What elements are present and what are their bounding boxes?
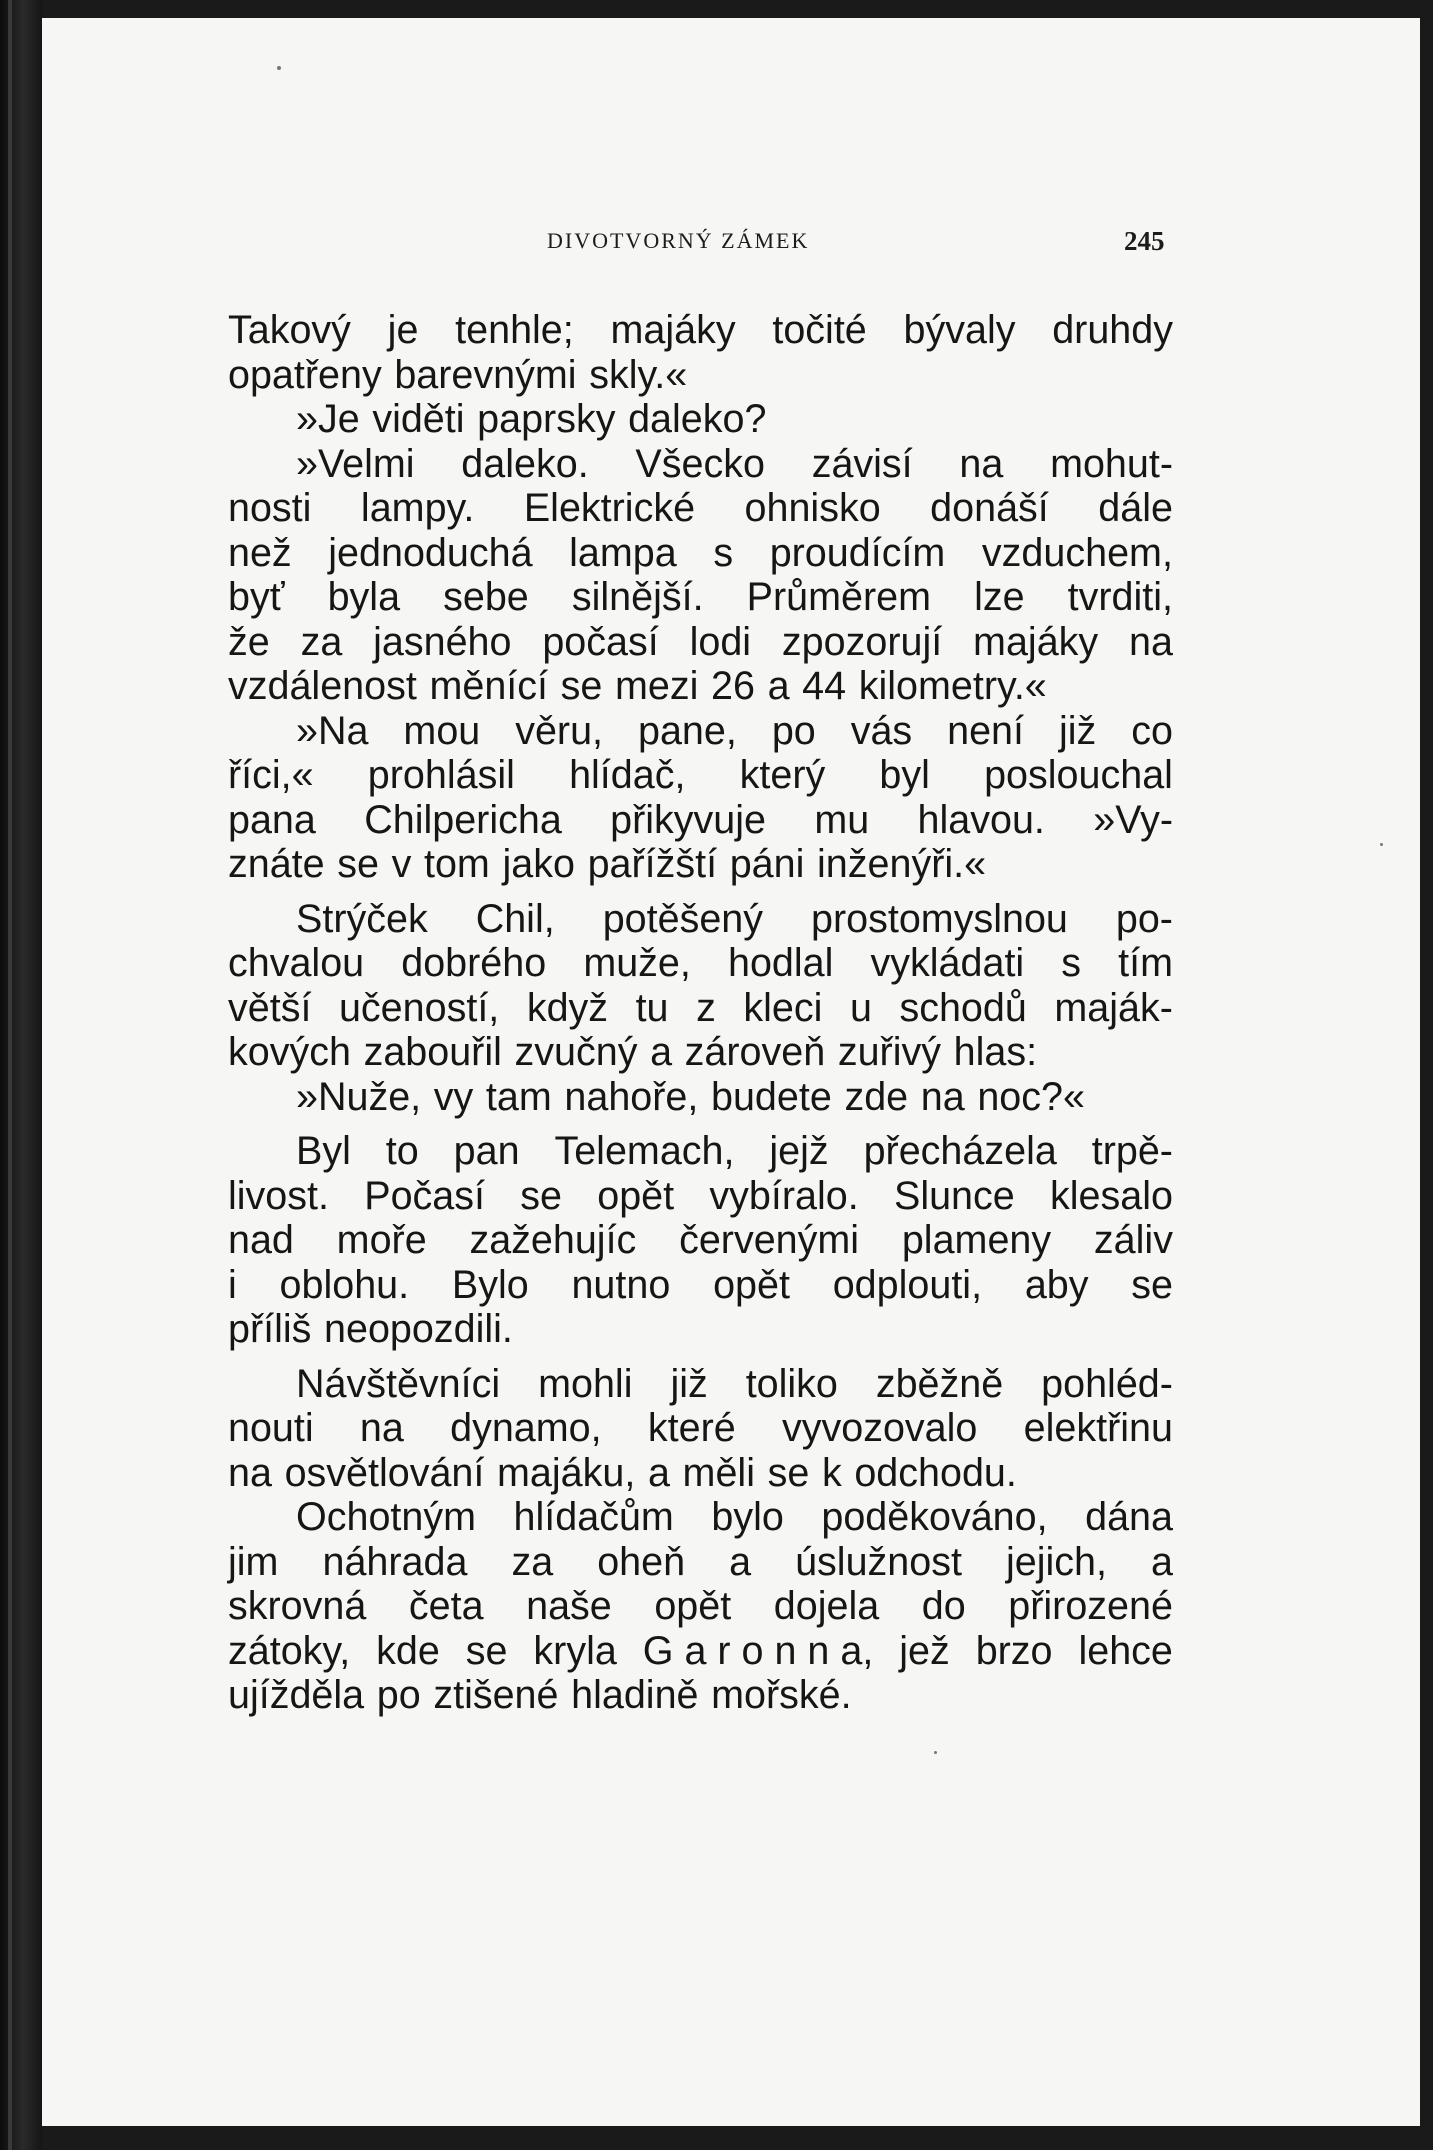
word: lampa: [569, 530, 677, 575]
word: dále: [1098, 486, 1173, 530]
word: proudícím: [769, 530, 946, 575]
word: hlídač,: [569, 753, 686, 797]
word: muže,: [583, 941, 691, 985]
word: Slunce: [893, 1173, 1015, 1218]
word: ujížděla: [228, 1673, 365, 1717]
word: donáší: [930, 486, 1049, 530]
word: počasí: [542, 619, 659, 664]
word: Telemach,: [554, 1129, 735, 1173]
word: na: [359, 1406, 404, 1450]
word: na: [1129, 619, 1173, 664]
word: a: [767, 664, 790, 708]
word: maják-: [1054, 985, 1173, 1030]
paragraph: [228, 1075, 1173, 1120]
word: poděkováno,: [821, 1495, 1048, 1539]
text-line: [228, 1451, 1173, 1496]
word: Všecko: [635, 441, 765, 486]
word: se: [337, 842, 379, 886]
word: a: [650, 1030, 673, 1074]
word: lehce: [1078, 1628, 1173, 1673]
word: »Velmi: [296, 441, 415, 486]
word: vzdálenost: [228, 664, 417, 708]
word: oheň: [597, 1539, 686, 1584]
word: odchodu.: [854, 1450, 1017, 1495]
word: znáte: [228, 842, 325, 886]
word: inženýři.«: [817, 842, 987, 886]
word: četa: [408, 1584, 484, 1628]
word: co: [1131, 708, 1173, 753]
page-number: 245: [1124, 226, 1165, 256]
word: než: [228, 530, 292, 575]
word: opět: [713, 1262, 790, 1307]
word: zde: [844, 1074, 909, 1119]
word: jim: [228, 1539, 279, 1584]
word: vás: [850, 708, 913, 753]
word: jasného: [373, 619, 512, 664]
word: dojela: [773, 1584, 880, 1628]
word: učeností,: [338, 985, 500, 1030]
word: paprsky: [477, 397, 616, 441]
word: měli: [682, 1450, 755, 1495]
word: klesalo: [1050, 1173, 1173, 1218]
word: nutno: [571, 1262, 671, 1307]
word: který: [739, 753, 826, 797]
word: a: [647, 1450, 670, 1495]
word: s: [1061, 941, 1082, 985]
word: hlídačům: [513, 1495, 674, 1539]
text-line: [228, 897, 1173, 942]
paragraph-spacing: [228, 887, 1173, 897]
word: opět: [597, 1173, 675, 1218]
word: po: [376, 1673, 421, 1717]
word: pařížští: [587, 842, 718, 886]
word: jejich,: [1005, 1539, 1107, 1584]
word: říci,«: [228, 753, 314, 797]
text-line: [228, 1673, 1173, 1718]
text-line: [228, 1540, 1173, 1585]
word: Elektrické: [523, 486, 696, 530]
word: na: [959, 441, 1004, 486]
word: tom: [423, 842, 490, 886]
body-text: [228, 308, 1173, 1718]
word: zuřivý: [837, 1030, 941, 1074]
word: byl: [879, 753, 930, 797]
word: byť: [228, 575, 285, 619]
word: elektřinu: [1023, 1406, 1173, 1450]
word: věru,: [515, 708, 604, 753]
text-line: [228, 397, 1173, 442]
word: 26: [711, 664, 755, 708]
word: za: [511, 1539, 554, 1584]
word: vykládati: [870, 941, 1025, 985]
word: jako: [502, 842, 575, 886]
word: u: [849, 985, 872, 1030]
text-line: [228, 1263, 1173, 1308]
gutter-line: [8, 0, 12, 2150]
word: livost.: [228, 1173, 329, 1218]
word: příliš: [228, 1307, 312, 1351]
word: moře: [336, 1218, 427, 1262]
word: ohnisko: [744, 486, 881, 530]
word: když: [526, 985, 609, 1030]
word: kleci: [743, 985, 823, 1030]
word: Takový: [228, 308, 351, 352]
text-line: [228, 1030, 1173, 1075]
word: s: [713, 530, 734, 575]
word: již: [670, 1361, 708, 1406]
word: Strýček: [296, 896, 428, 941]
word: daleko.: [461, 441, 589, 486]
word: opatřeny: [228, 352, 382, 397]
word: tím: [1118, 941, 1173, 985]
word: úslužnost: [795, 1539, 962, 1584]
paragraph: [228, 1362, 1173, 1496]
word: ztišené: [433, 1673, 559, 1717]
word: nad: [228, 1218, 294, 1262]
text-line: [228, 664, 1173, 709]
text-line: [228, 442, 1173, 487]
word: brzo: [975, 1628, 1053, 1673]
word: se: [560, 664, 603, 708]
text-line: [228, 531, 1173, 576]
paragraph: [228, 709, 1173, 887]
word: hlavou.: [917, 797, 1045, 842]
word: tam: [485, 1074, 552, 1119]
word: majáku,: [497, 1450, 636, 1495]
word: zběžně: [875, 1361, 1004, 1406]
word: zátoky,: [228, 1628, 351, 1673]
word: Návštěvníci: [296, 1361, 501, 1406]
dust-speck: [934, 1751, 937, 1754]
text-line: [228, 308, 1173, 353]
word: kryla: [533, 1628, 617, 1673]
word: mohut-: [1050, 441, 1173, 486]
word: trpě-: [1091, 1129, 1173, 1173]
word: se: [465, 1628, 508, 1673]
word: prohlásil: [367, 753, 515, 797]
word: budete: [710, 1074, 832, 1119]
word: tu: [635, 985, 669, 1030]
text-line: [228, 709, 1173, 754]
word: 44: [802, 664, 847, 708]
word: tenhle;: [455, 308, 574, 352]
word: páni: [729, 842, 805, 886]
word: na: [920, 1074, 965, 1119]
paragraph: [228, 897, 1173, 1075]
word: kde: [376, 1628, 440, 1673]
word: potěšený: [602, 896, 764, 941]
word: točité: [772, 308, 867, 352]
word: pane,: [638, 708, 737, 753]
word: lampy.: [360, 486, 475, 530]
word: »Vy-: [1093, 797, 1173, 842]
word: je: [387, 308, 419, 352]
word: pohléd-: [1041, 1361, 1173, 1406]
word: přirozené: [1008, 1584, 1173, 1628]
word: jež: [899, 1628, 950, 1673]
word: zvučný: [514, 1030, 638, 1074]
word: nosti: [228, 486, 312, 530]
word: není: [947, 708, 1025, 753]
word: do: [921, 1584, 966, 1628]
paragraph: [228, 308, 1173, 397]
word: se: [520, 1173, 562, 1218]
word: Počasí: [364, 1173, 485, 1218]
word: naše: [526, 1584, 612, 1628]
word: mou: [403, 708, 481, 753]
word: vyvozovalo: [782, 1406, 978, 1450]
dust-speck: [1380, 843, 1383, 846]
word: větší: [228, 985, 312, 1030]
word: nahoře,: [564, 1074, 699, 1119]
word: chvalou: [228, 941, 365, 985]
word: druhdy: [1052, 308, 1173, 352]
paragraph: [228, 1129, 1173, 1352]
word: skrovná: [228, 1584, 367, 1628]
word: oblohu.: [279, 1262, 410, 1307]
word: jednoduchá: [328, 530, 533, 575]
text-line: [228, 353, 1173, 398]
word: již: [1058, 708, 1097, 753]
word: bývaly: [903, 308, 1016, 352]
word: k: [821, 1450, 842, 1495]
word: viděti: [372, 397, 465, 441]
word: aby: [1024, 1262, 1089, 1307]
text-line: [228, 1307, 1173, 1352]
word: měnící: [429, 664, 549, 708]
word: přecházela: [863, 1129, 1057, 1173]
word: prostomyslnou: [811, 896, 1068, 941]
word: zpozorují: [781, 619, 943, 664]
text-line: [228, 941, 1173, 986]
word: závisí: [811, 441, 913, 486]
text-line: [228, 1174, 1173, 1219]
word: lze: [974, 575, 1025, 619]
paragraph: [228, 442, 1173, 709]
dust-speck: [277, 66, 281, 70]
word: lodi: [689, 619, 752, 664]
word: i: [228, 1262, 237, 1307]
word: za: [300, 619, 343, 664]
word: zároveň: [684, 1030, 826, 1074]
word: majáky: [973, 619, 1099, 664]
word: kových: [228, 1030, 351, 1074]
word: že: [228, 619, 270, 664]
word: dána: [1085, 1495, 1173, 1539]
word: hlas:: [953, 1030, 1038, 1074]
text-line: [228, 1129, 1173, 1174]
word: majáky: [610, 308, 736, 352]
text-line: [228, 486, 1173, 531]
word: Chilpericha: [364, 797, 562, 842]
word: silnější.: [571, 575, 704, 619]
word: tvrditi,: [1067, 575, 1173, 619]
word: jejž: [769, 1129, 829, 1173]
word: plameny: [901, 1218, 1052, 1262]
word: vybíralo.: [709, 1173, 859, 1218]
word: zabouřil: [363, 1030, 502, 1074]
word: záliv: [1093, 1218, 1173, 1262]
paragraph-spacing: [228, 1352, 1173, 1362]
word: pana: [228, 797, 316, 842]
word: schodů: [899, 985, 1027, 1030]
word: skly.«: [589, 352, 688, 397]
paragraph: [228, 397, 1173, 442]
word: z: [696, 985, 716, 1030]
word: po-: [1115, 896, 1173, 941]
text-line: [228, 1362, 1173, 1407]
word: Chil,: [475, 896, 555, 941]
word: to: [385, 1129, 419, 1173]
word: »Nuže,: [296, 1074, 422, 1119]
word: v: [391, 842, 412, 886]
word: kilometry.«: [858, 664, 1047, 708]
text-line: [228, 1218, 1173, 1263]
running-title: DIVOTVORNÝ ZÁMEK: [547, 228, 810, 253]
word: G a r o n n a,: [642, 1628, 874, 1673]
word: se: [1131, 1262, 1173, 1307]
word: vy: [433, 1074, 474, 1119]
text-line: [228, 1495, 1173, 1540]
word: mezi: [614, 664, 699, 708]
word: nouti: [228, 1406, 314, 1450]
word: poslouchal: [984, 753, 1173, 797]
text-line: [228, 1075, 1173, 1120]
text-line: [228, 620, 1173, 665]
word: dobrého: [401, 941, 547, 985]
word: odplouti,: [832, 1262, 983, 1307]
word: Průměrem: [746, 575, 931, 619]
word: toliko: [745, 1361, 838, 1406]
word: které: [647, 1406, 736, 1450]
word: »Je: [296, 397, 360, 441]
binding-edge: [0, 0, 42, 2150]
text-line: [228, 575, 1173, 620]
word: sebe: [443, 575, 529, 619]
text-line: [228, 753, 1173, 798]
word: opět: [654, 1584, 732, 1628]
word: Ochotným: [296, 1495, 477, 1539]
word: Bylo: [451, 1262, 529, 1307]
paragraph: [228, 1495, 1173, 1718]
word: mohli: [538, 1361, 633, 1406]
text-line: [228, 1584, 1173, 1629]
word: hladině: [571, 1673, 699, 1717]
word: byla: [327, 575, 401, 619]
word: daleko?: [628, 397, 767, 441]
word: vzduchem,: [981, 530, 1173, 575]
word: barevnými: [394, 352, 577, 397]
word: červenými: [679, 1218, 860, 1262]
word: náhrada: [322, 1539, 468, 1584]
word: přikyvuje: [610, 797, 766, 842]
word: dynamo,: [450, 1406, 602, 1450]
text-line: [228, 798, 1173, 843]
word: mu: [814, 797, 870, 842]
word: neopozdili.: [324, 1307, 513, 1351]
text-line: [228, 1406, 1173, 1451]
word: po: [771, 708, 816, 753]
word: a: [729, 1539, 752, 1584]
word: osvětlování: [284, 1450, 485, 1495]
word: »Na: [296, 708, 369, 753]
word: Byl: [296, 1129, 351, 1173]
text-line: [228, 1629, 1173, 1674]
word: a: [1150, 1539, 1173, 1584]
word: zažehujíc: [469, 1218, 637, 1262]
text-line: [228, 842, 1173, 887]
word: bylo: [711, 1495, 784, 1539]
word: hodlal: [727, 941, 834, 985]
word: pan: [453, 1129, 520, 1173]
paragraph-spacing: [228, 1119, 1173, 1129]
word: mořské.: [711, 1673, 852, 1717]
text-line: [228, 986, 1173, 1031]
word: noc?«: [977, 1074, 1085, 1119]
word: se: [767, 1450, 810, 1495]
word: na: [228, 1450, 272, 1495]
